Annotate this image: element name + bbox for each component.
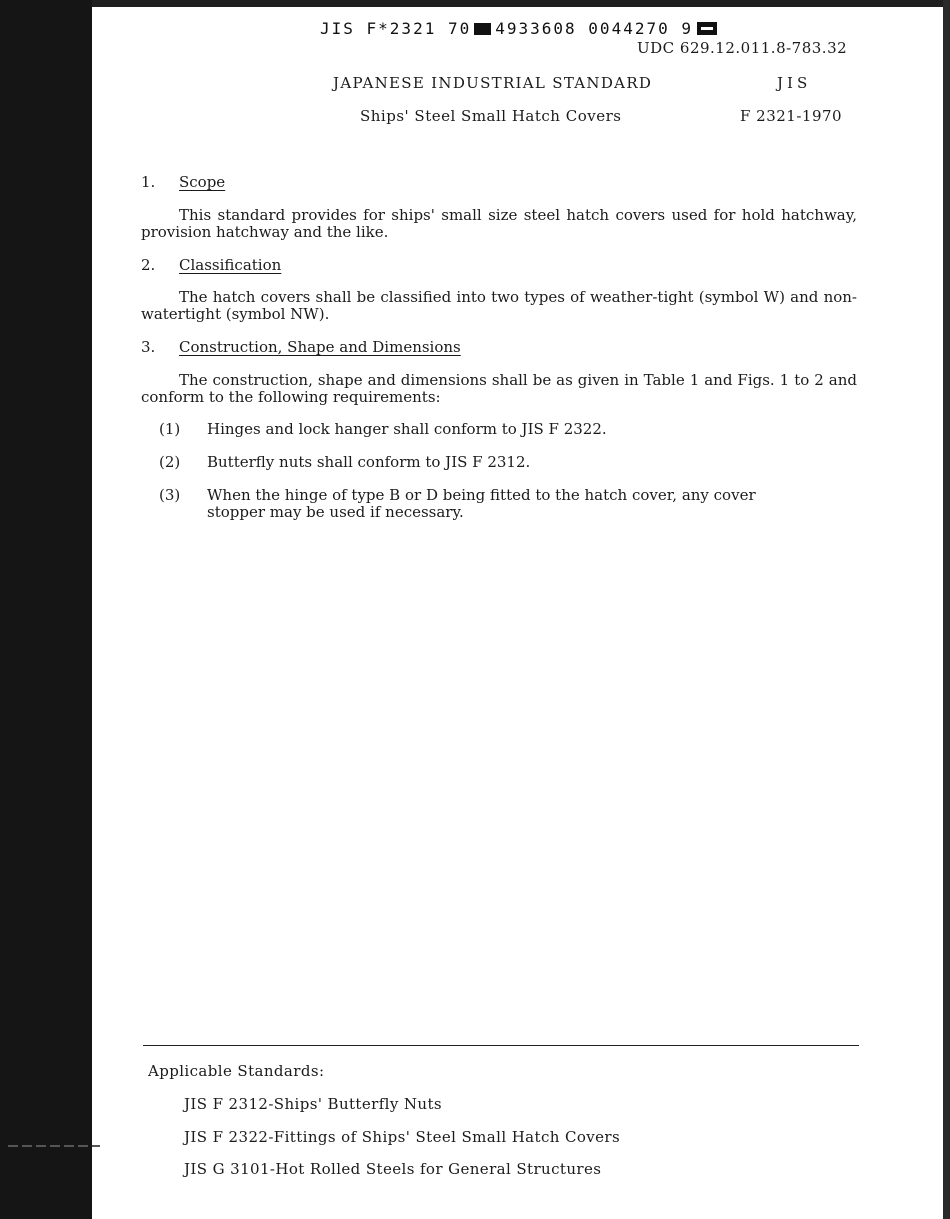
requirement-text: Hinges and lock hanger shall conform to JIS F 2322. (207, 420, 607, 438)
footnote-divider (143, 1045, 859, 1046)
redaction-block (474, 23, 491, 35)
section-2-paragraph: The hatch covers shall be classified into two types of weather-tight (symbol W) and non-watertight (symbol NW). (141, 288, 857, 323)
udc-number: UDC 629.12.011.8-783.32 (637, 39, 848, 57)
document-number: F 2321-1970 (740, 107, 843, 125)
document-page (92, 7, 943, 1219)
jis-mark: JIS (777, 74, 812, 92)
scan-smudge (8, 1145, 100, 1147)
catalog-code-prefix: JIS F*2321 70 (320, 19, 472, 38)
section-title: Scope (179, 173, 226, 191)
section-number: 2. (141, 256, 156, 274)
section-1-paragraph: This standard provides for ships' small size steel hatch covers used for hold hatchway, provision hatchway and the like. (141, 206, 857, 241)
scan-right-edge (943, 0, 950, 1219)
applicable-standards-label: Applicable Standards: (148, 1062, 325, 1080)
applicable-standard-item: JIS F 2312-Ships' Butterfly Nuts (184, 1095, 443, 1113)
section-title: Classification (179, 256, 282, 274)
scan-top-edge (92, 0, 950, 7)
section-number: 1. (141, 173, 156, 191)
catalog-code-line (320, 19, 717, 38)
requirement-text: Butterfly nuts shall conform to JIS F 2312. (207, 453, 531, 471)
document-title: Ships' Steel Small Hatch Covers (360, 107, 622, 125)
requirement-number: (1) (159, 420, 181, 438)
section-title: Construction, Shape and Dimensions (179, 338, 461, 356)
section-3-paragraph: The construction, shape and dimensions shall be as given in Table 1 and Figs. 1 to 2 and conform to the following requirements: (141, 371, 857, 406)
standard-heading: JAPANESE INDUSTRIAL STANDARD (333, 74, 653, 92)
catalog-code-suffix: 4933608 0044270 9 (495, 19, 693, 38)
requirement-text: When the hinge of type B or D being fitted to the hatch cover, any cover stopper may be used if necessary. (207, 486, 756, 521)
requirement-number: (3) (159, 486, 181, 504)
applicable-standard-item: JIS F 2322-Fittings of Ships' Steel Small Hatch Covers (184, 1128, 621, 1146)
section-number: 3. (141, 338, 156, 356)
applicable-standard-item: JIS G 3101-Hot Rolled Steels for General Structures (184, 1160, 602, 1178)
requirement-number: (2) (159, 453, 181, 471)
scan-dark-margin (0, 0, 92, 1219)
flag-mark-icon (697, 22, 717, 35)
